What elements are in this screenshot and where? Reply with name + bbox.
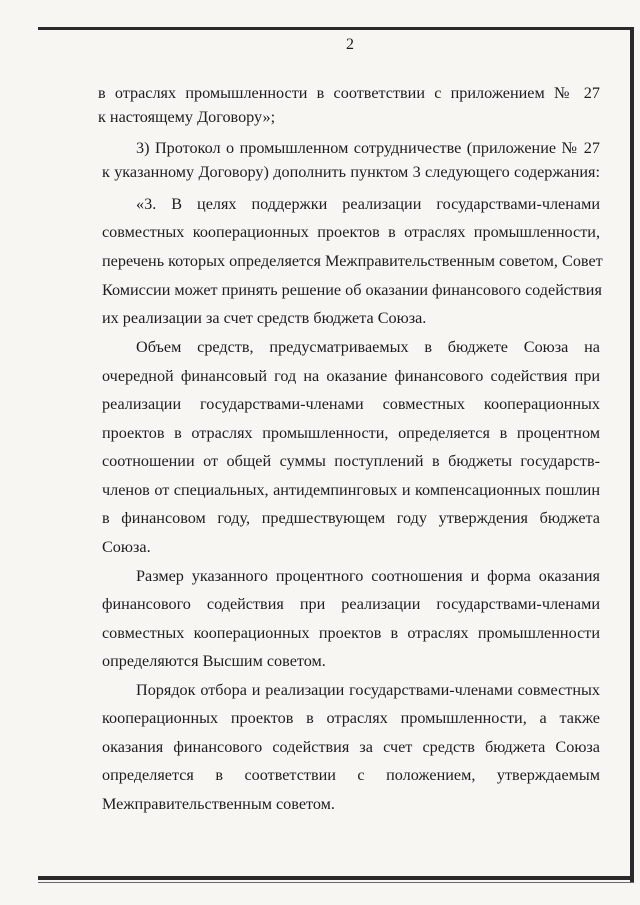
text-line: к настоящему Договору»; — [98, 108, 276, 126]
text-line: совместных кооперационных проектов в отраслях промышленности — [102, 624, 600, 642]
text-line: перечень которых определяется Межправительственным советом, Совет — [102, 252, 603, 270]
text-line: Порядок отбора и реализации государствами-членами совместных — [136, 681, 600, 699]
text-line: к указанному Договору) дополнить пунктом 3 следующего содержания: — [102, 163, 600, 181]
text-line: в финансовом году, предшествующем году утверждения бюджета — [102, 509, 600, 527]
text-line: 3) Протокол о промышленном сотрудничестве (приложение № 27 — [136, 139, 600, 157]
page-border-top — [38, 27, 634, 30]
text-line: Союза. — [102, 538, 151, 556]
page-border-bottom — [38, 876, 634, 880]
text-line: «3. В целях поддержки реализации государствами-членами — [136, 195, 600, 213]
page-border-bottom-thin — [38, 882, 634, 883]
text-line: финансового содействия при реализации государствами-членами — [102, 595, 600, 613]
text-line: очередной финансовый год на оказание финансового содействия при — [102, 367, 600, 385]
text-line: членов от специальных, антидемпинговых и компенсационных пошлин — [102, 481, 600, 499]
page-number: 2 — [346, 36, 354, 53]
text-line: оказания финансового содействия за счет средств бюджета Союза — [102, 738, 600, 756]
text-line: определяются Высшим советом. — [102, 652, 326, 670]
text-line: совместных кооперационных проектов в отраслях промышленности, — [102, 223, 600, 241]
text-line: соотношении от общей суммы поступлений в бюджеты государств- — [102, 452, 600, 470]
text-line: Комиссии может принять решение об оказании финансового содействия — [102, 281, 602, 299]
text-line: кооперационных проектов в отраслях промышленности, а также — [102, 709, 600, 727]
text-line: в отраслях промышленности в соответствии с приложением № 27 — [98, 84, 600, 102]
text-line: их реализации за счет средств бюджета Союза. — [102, 309, 427, 327]
text-line: Размер указанного процентного соотношения и форма оказания — [136, 567, 600, 585]
text-line: Объем средств, предусматриваемых в бюджете Союза на — [136, 338, 600, 356]
page-border-right — [630, 27, 634, 883]
text-line: определяется в соответствии с положением, утверждаемым — [102, 766, 600, 784]
text-line: реализации государствами-членами совместных кооперационных — [102, 395, 600, 413]
text-line: проектов в отраслях промышленности, определяется в процентном — [102, 424, 600, 442]
text-line: Межправительственным советом. — [102, 795, 335, 813]
